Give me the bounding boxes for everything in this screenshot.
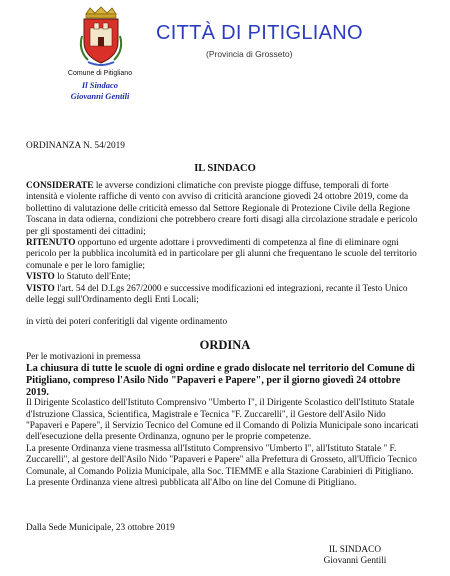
letterhead <box>0 0 450 110</box>
mayor-title: Il Sindaco <box>81 80 119 90</box>
signature-title: IL SINDACO <box>328 545 382 555</box>
premise-line: Per le motivazioni in premessa <box>26 352 141 362</box>
signature-name: Giovanni Gentili <box>323 556 387 567</box>
signature-block <box>300 545 410 568</box>
considerate-lead: CONSIDERATE <box>26 181 94 191</box>
mayor-name: Giovanni Gentili <box>70 91 130 101</box>
province-name: (Provincia di Grosseto) <box>206 49 293 59</box>
order-body <box>26 352 422 489</box>
closure-order: La chiusura di tutte le scuole di ogni ordine e grado dislocate nel territorio del Comune di Pitigliano, compreso l'Asilo Nido "Papaveri e Papere", per il giorno giovedì 24 ottobre 2019. <box>26 363 415 398</box>
considerate-paragraph <box>26 181 422 238</box>
dirigente-paragraph: Il Dirigente Scolastico dell'Istituto Comprensivo "Umberto I", il Dirigente Scolastico dell'Istituto Statale d'Istruzione Classica, Scientifica, Magistrale e Tecnica "F. Zuccarelli", il Gestore dell'Asilo Nido "Papaveri e Papere", il Servizio Tecnico del Comune ed il Comando di Polizia Municipale sono incaricati dell'esecuzione della presente Ordinanza, ognuno per le proprie competenze. <box>26 398 419 443</box>
ordinance-number: ORDINANZA N. 54/2019 <box>26 141 125 151</box>
ritenuto-paragraph <box>26 238 422 272</box>
document-title: IL SINDACO <box>194 163 256 174</box>
trasmessa-paragraph: La presente Ordinanza viene trasmessa all'Istituto Comprensivo "Umberto I", all'Istituto Statale " F. Zuccarelli", al gestore dell'Asilo Nido "Papaveri e Papere" alla Prefettura di Grosseto, all'Ufficio Tecnico Comunale, al Comando Polizia Municipale, alla Soc. TIEMME e alla Stazione Carabinieri di Pitigliano. <box>26 443 417 477</box>
visto-statuto-paragraph <box>26 272 422 283</box>
considerate-text: le avverse condizioni climatiche con previste piogge diffuse, temporali di forte intensità e violente raffiche di vento con avviso di criticità arancione giovedì 24 ottobre 2019, come da bollettino di valutazione delle criticità emesso dal Settore Regionale di Protezione Civile della Regione Toscana in data odierna, condizioni che potrebbero creare forti disagi alla circolazione stradale e pericolo per gli spostamenti dei cittadini; <box>26 181 418 237</box>
visto-lead: VISTO <box>26 283 55 294</box>
visto-lead: VISTO <box>26 272 55 283</box>
coat-of-arms-icon <box>78 6 124 68</box>
date-line: Dalla Sede Municipale, 23 ottobre 2019 <box>26 523 175 533</box>
visto-text: l'art. 54 del D.Lgs 267/2000 e successive modificazioni ed integrazioni, recante il Testo Unico delle leggi sull'Ordinamento degli Enti Locali; <box>26 283 408 306</box>
city-name: CITTÀ DI PITIGLIANO <box>156 22 363 44</box>
commune-name: Comune di Pitigliano <box>67 70 133 77</box>
considerations <box>26 181 422 306</box>
ordina-heading: ORDINA <box>199 338 251 352</box>
visto-dlgs-paragraph <box>26 284 422 307</box>
ritenuto-text: opportuno ed urgente adottare i provvedimenti di competenza al fine di eliminare ogni pericolo per la pubblica incolumità ed in particolare per gli alunni che frequentano le scuole del territorio comunale e per le loro famiglie; <box>26 238 417 271</box>
albo-paragraph: La presente Ordinanza viene altresì pubblicata all'Albo on line del Comune di Pitigliano. <box>26 478 357 489</box>
ritenuto-lead: RITENUTO <box>26 238 76 249</box>
powers-statement: in virtù dei poteri conferitigli dal vigente ordinamento <box>26 317 228 327</box>
visto-text: lo Statuto dell'Ente; <box>54 272 131 283</box>
